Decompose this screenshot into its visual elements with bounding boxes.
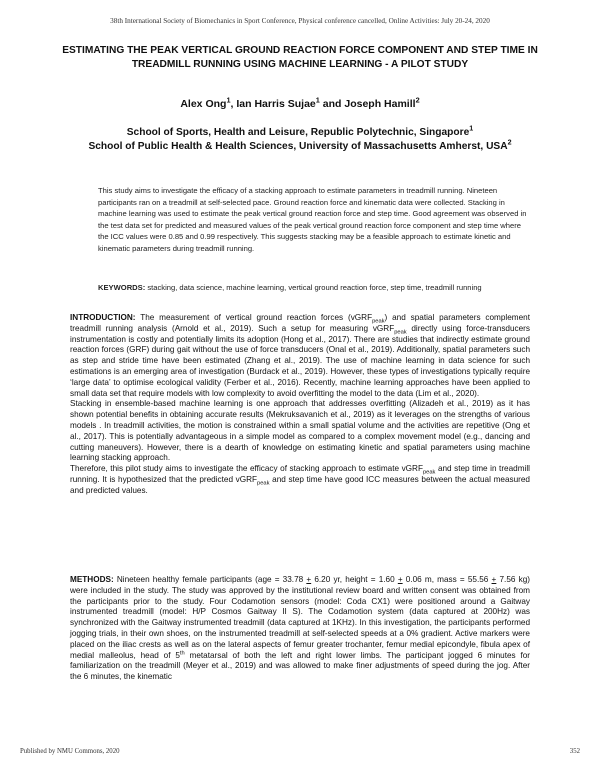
text-run: 0.06 m, mass = 55.56 <box>402 575 492 584</box>
introduction-paragraph-1 <box>70 313 530 399</box>
keywords-text: stacking, data science, machine learning, vertical ground reaction force, step time, treadmill running <box>145 283 482 292</box>
author-list <box>60 95 540 110</box>
paper-title: ESTIMATING THE PEAK VERTICAL GROUND REACTION FORCE COMPONENT AND STEP TIME IN TREADMILL RUNNING USING MACHINE LEARNING - A PILOT STUDY <box>62 45 538 70</box>
author-name: Alex Ong <box>180 98 227 110</box>
affiliation-2 <box>60 140 540 154</box>
subscript: peak <box>372 318 385 325</box>
author-name: Ian Harris Sujae <box>236 98 316 110</box>
text-run: Therefore, this pilot study aims to investigate the efficacy of stacking approach to estimate vGRF <box>70 464 423 474</box>
subscript: peak <box>422 469 436 476</box>
subscript: peak <box>394 329 407 336</box>
subscript: peak <box>257 480 270 487</box>
text-run: 7.56 kg) were included in the study. The study was approved by the institutional review board and written consent was obtained from the participants prior to the study. Four Codamotion sensors (model: Coda CX1) were positioned around a Gaitway instrumented treadmill (model: H/P Cosmos Gaitway II S). The Codamotion system (data captured at 200Hz) was synchronized with the Gaitway instrumented treadmill (data captured at 1KHz). In this investigation, the participants performed jogging trials, in their own shoes, on the instrumented treadmill at self-selected speeds at a 0% gradient. Active markers were placed on the iliac crests as well as on the lateral aspects of femur greater trochanter, femur medial epicondyle, fibula apex of medial malleolus, head of 5 <box>70 575 530 660</box>
page-number: 352 <box>569 748 580 755</box>
running-header: 38th International Society of Biomechanics in Sport Conference, Physical conference cancelled, Online Activities: July 20-24, 2020 <box>110 17 490 25</box>
introduction-paragraph-2: Stacking in ensemble-based machine learning is one approach that addresses overfitting (Alizadeh et al., 2019) as it has shown potential benefits in obtaining accurate results (Mekruksavanich et al., 2019) as it leverages on the strengths of various models . In treadmill activities, the motion is constrained within a small spatial volume and the activities are repetitive (Ong et al., 2017). This is potentially advantageous in a simple model as compared to a complex movement model (e.g., dancing and cutting maneuvers). However, there is a dearth of knowledge on estimating kinetic and spatial parameters using machine learning stacking approach. <box>70 399 530 463</box>
text-run: and step time have good ICC measures between the actual measured and predicted values. <box>70 474 530 495</box>
text-run: and step time in treadmill running. It is hypothesized that the predicted vGRF <box>70 464 530 484</box>
abstract: This study aims to investigate the efficacy of a stacking approach to estimate parameters in treadmill running. Nineteen participants ran on a treadmill at self-selected pace. Ground reaction force and kinematic data were collected. Stacking in machine learning was used to estimate the peak vertical ground reaction force and step time. Good agreement was observed in the test data set for predicted and measured values of the peak vertical ground reaction force component and step time where the ICC values were 0.85 and 0.99 respectively. This suggests stacking may be a feasible approach to estimate kinetic and kinematic parameters during treadmill running. <box>98 186 527 253</box>
text-run: Nineteen healthy female participants (age = 33.78 <box>113 575 307 584</box>
author-affil-mark: 2 <box>415 95 420 105</box>
text-run: metatarsal of both the left and right lower limbs. The participant jogged 6 minutes for familiarization on the treadmill (Meyer et al., 2019) and was allowed to make finer adjustments of speed during the jog. After the 6 minutes, the kinematic <box>70 650 530 682</box>
author-separator: , <box>230 98 237 110</box>
affiliation-2-mark: 2 <box>507 138 512 147</box>
affiliation-1 <box>60 126 540 140</box>
author-affil-mark: 1 <box>226 95 231 105</box>
introduction-heading: INTRODUCTION: <box>70 313 136 322</box>
author-separator: and <box>319 98 345 110</box>
footer-publisher: Published by NMU Commons, 2020 <box>20 748 120 755</box>
affiliation-1-mark: 1 <box>469 124 474 133</box>
affiliation-2-text: School of Public Health & Health Sciences, University of Massachusetts Amherst, USA <box>88 140 508 152</box>
text-run: ) and spatial parameters complement treadmill running analysis (Arnold et al., 2019). Such a setup for measuring vGRF <box>70 313 530 333</box>
affiliation-1-text: School of Sports, Health and Leisure, Republic Polytechnic, Singapore <box>126 127 470 138</box>
text-run: directly using force-transducers instrumentation is costly and potentially limits its adoption (Hong et al., 2017). There are studies that indirectly estimate ground reaction forces (GRF) during gait without the use of force transducers (Onal et al., 2019). Additionally, spatial parameters such as step and stride time have been estimated (Zhang et al., 2019). The use of machine learning in data science for such estimations is an emerging area of investigation (Burdack et al., 2019). However, these types of investigations typically require ‘large data’ to optimise ecological validity (Ferber et al., 2016). Recently, machine learning approaches have been applied to small data set that require models with low complexity to avoid overfitting the model to the data (Lim et al., 2020). <box>70 323 531 398</box>
text-run: The measurement of vertical ground reaction forces (vGRF <box>135 313 373 322</box>
author-name: Joseph Hamill <box>344 98 416 110</box>
superscript: th <box>179 649 185 656</box>
author-affil-mark: 1 <box>315 95 320 105</box>
methods-heading: METHODS: <box>70 575 114 584</box>
text-run: 6.20 yr, height = 1.60 <box>311 575 398 584</box>
introduction-paragraph-3 <box>70 464 530 496</box>
affiliations <box>60 126 540 154</box>
methods-paragraph <box>70 575 530 683</box>
introduction-section <box>70 313 530 497</box>
keywords <box>98 282 533 294</box>
keywords-label: KEYWORDS: <box>98 283 146 292</box>
plus-minus-sign: + <box>397 575 403 584</box>
methods-section <box>70 575 530 683</box>
plus-minus-sign: + <box>491 575 497 584</box>
plus-minus-sign: + <box>306 575 312 584</box>
